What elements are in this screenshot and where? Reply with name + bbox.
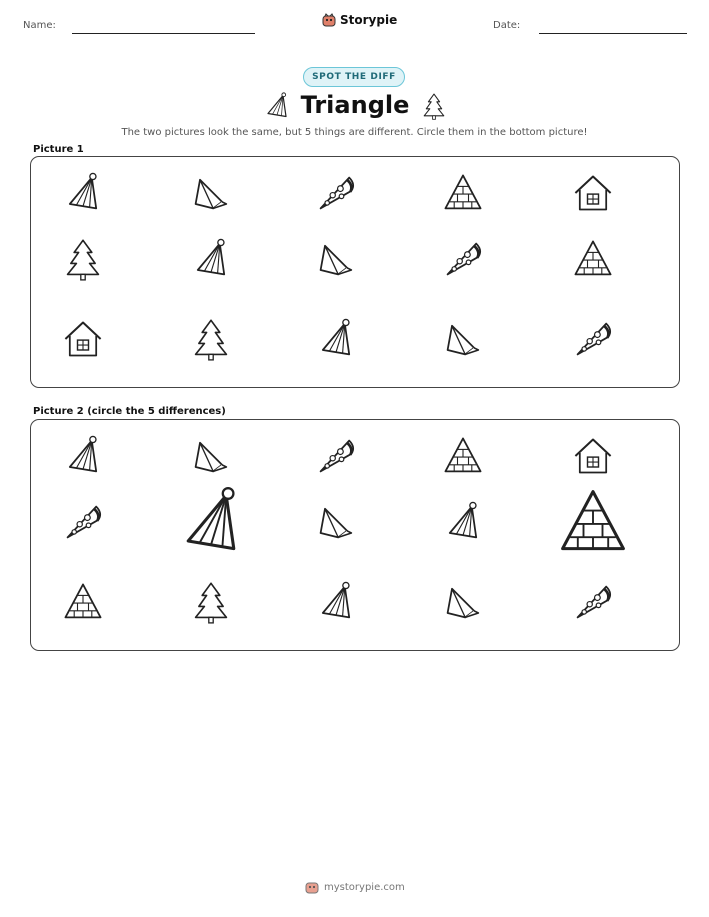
party-hat-icon[interactable] — [61, 171, 105, 215]
party-hat-icon[interactable] — [189, 237, 233, 281]
party-hat-icon[interactable] — [314, 317, 358, 361]
date-label: Date: — [493, 20, 521, 31]
spot-the-diff-badge: SPOT THE DIFF — [303, 67, 405, 87]
pyramid-icon[interactable] — [555, 484, 631, 560]
house-icon[interactable] — [571, 434, 615, 478]
napkin-icon[interactable] — [441, 317, 485, 361]
picture-1-panel[interactable] — [30, 156, 680, 388]
pyramid-icon[interactable] — [441, 434, 485, 478]
pizza-icon[interactable] — [571, 580, 615, 624]
pizza-icon[interactable] — [314, 434, 358, 478]
pyramid-icon[interactable] — [441, 171, 485, 215]
tree-icon[interactable] — [189, 317, 233, 361]
house-icon[interactable] — [571, 171, 615, 215]
party-hat-icon — [262, 91, 292, 125]
party-hat-icon[interactable] — [314, 580, 358, 624]
party-hat-icon[interactable] — [61, 434, 105, 478]
name-label: Name: — [23, 20, 56, 31]
name-line[interactable] — [72, 33, 255, 34]
napkin-icon[interactable] — [441, 580, 485, 624]
storypie-icon — [322, 13, 336, 27]
pizza-icon[interactable] — [61, 500, 105, 544]
storypie-icon — [305, 880, 319, 894]
napkin-icon[interactable] — [189, 434, 233, 478]
tree-icon[interactable] — [189, 580, 233, 624]
pizza-icon[interactable] — [314, 171, 358, 215]
instructions: The two pictures look the same, but 5 things are different. Circle them in the bottom picture! — [121, 127, 588, 138]
footer-url[interactable]: mystorypie.com — [324, 881, 405, 893]
tree-icon — [420, 91, 448, 125]
pyramid-icon[interactable] — [61, 580, 105, 624]
page-title: Triangle — [300, 91, 410, 119]
picture-1-label: Picture 1 — [33, 144, 84, 155]
tree-icon[interactable] — [61, 237, 105, 281]
party-hat-icon[interactable] — [173, 484, 249, 560]
picture-2-panel[interactable] — [30, 419, 680, 651]
pizza-icon[interactable] — [441, 237, 485, 281]
napkin-icon[interactable] — [314, 237, 358, 281]
pyramid-icon[interactable] — [571, 237, 615, 281]
brand-name: Storypie — [340, 13, 398, 27]
picture-2-label: Picture 2 (circle the 5 differences) — [33, 406, 226, 417]
napkin-icon[interactable] — [189, 171, 233, 215]
pizza-icon[interactable] — [571, 317, 615, 361]
brand-logo — [322, 13, 397, 27]
footer — [305, 880, 405, 894]
house-icon[interactable] — [61, 317, 105, 361]
date-line[interactable] — [539, 33, 687, 34]
party-hat-icon[interactable] — [441, 500, 485, 544]
napkin-icon[interactable] — [314, 500, 358, 544]
